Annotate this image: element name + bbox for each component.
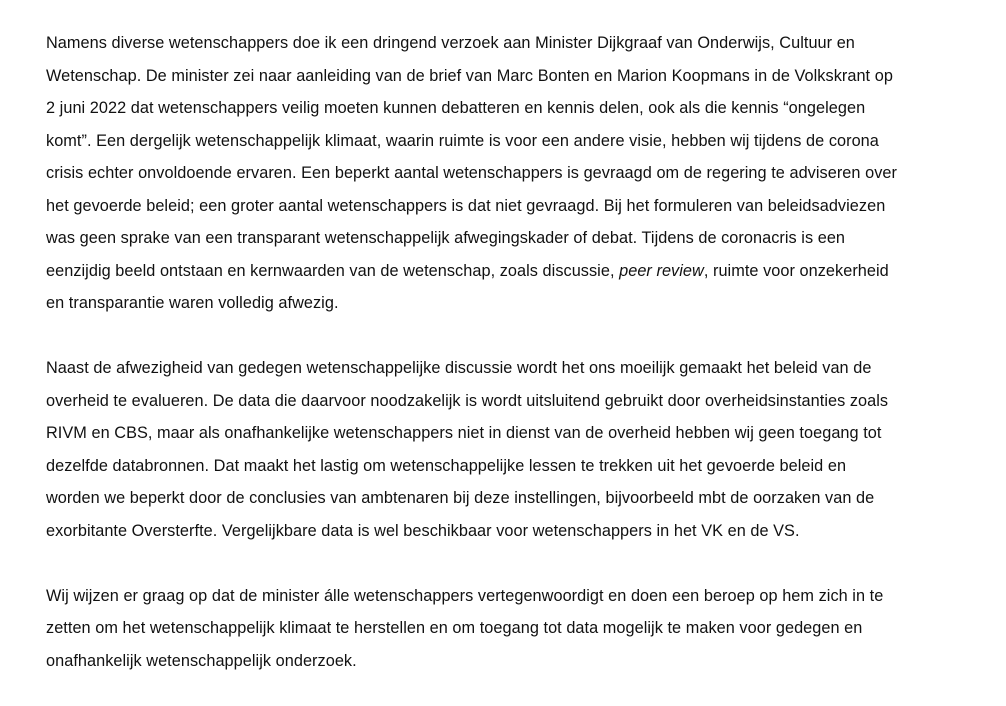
text-line: overheid te evalueren. De data die daarvoor noodzakelijk is wordt uitsluitend gebruikt door overheidsinstanties zoals — [46, 391, 889, 410]
text-line: crisis echter onvoldoende ervaren. Een beperkt aantal wetenschappers is gevraagd om de regering te adviseren over — [46, 164, 897, 182]
text-line: Wij wijzen er graag op dat de minister álle wetenschappers vertegenwoordigt en doen een beroep op hem zich in te — [46, 586, 884, 605]
text-line: dezelfde databronnen. Dat maakt het lastig om wetenschappelijke lessen te trekken uit het gevoerde beleid en — [46, 456, 847, 475]
text-line: zetten om het wetenschappelijk klimaat te herstellen en om toegang tot data mogelijk te maken voor gedegen en — [46, 619, 863, 637]
paragraph-1 — [46, 27, 976, 320]
paragraph-spacer — [46, 320, 976, 353]
text-line-with-italic — [46, 255, 976, 288]
text-line: RIVM en CBS, maar als onafhankelijke wetenschappers niet in dienst van de overheid hebben wij geen toegang tot — [46, 424, 882, 442]
text-segment: , ruimte voor onzekerheid — [703, 261, 889, 280]
document-body — [46, 27, 976, 677]
paragraph-3 — [46, 580, 976, 678]
text-line: en transparantie waren volledig afwezig. — [46, 294, 339, 312]
text-line: Wetenschap. De minister zei naar aanleiding van de brief van Marc Bonten en Marion Koopmans in de Volkskrant op — [46, 66, 893, 85]
text-line: exorbitante Oversterfte. Vergelijkbare data is wel beschikbaar voor wetenschappers in het VK en de VS. — [46, 521, 800, 540]
italic-term-peer-review: peer review — [619, 261, 704, 280]
text-segment: eenzijdig beeld ontstaan en kernwaarden van de wetenschap, zoals discussie, — [46, 261, 620, 280]
paragraph-2 — [46, 352, 976, 547]
text-line: was geen sprake van een transparant wetenschappelijk afwegingskader of debat. Tijdens de coronacris is een — [46, 229, 846, 247]
text-line: het gevoerde beleid; een groter aantal wetenschappers is dat niet gevraagd. Bij het formuleren van beleidsadviezen — [46, 196, 886, 215]
text-line: onafhankelijk wetenschappelijk onderzoek. — [46, 651, 357, 670]
text-line: 2 juni 2022 dat wetenschappers veilig moeten kunnen debatteren en kennis delen, ook als die kennis “ongelegen — [46, 99, 866, 117]
text-line: komt”. Een dergelijk wetenschappelijk klimaat, waarin ruimte is voor een andere visie, hebben wij tijdens de corona — [46, 131, 879, 150]
text-line: Namens diverse wetenschappers doe ik een dringend verzoek aan Minister Dijkgraaf van Onderwijs, Cultuur en — [46, 34, 855, 52]
paragraph-spacer — [46, 547, 976, 580]
text-line: Naast de afwezigheid van gedegen wetenschappelijke discussie wordt het ons moeilijk gemaakt het beleid van de — [46, 359, 872, 377]
text-line: worden we beperkt door de conclusies van ambtenaren bij deze instellingen, bijvoorbeeld mbt de oorzaken van de — [46, 489, 875, 507]
